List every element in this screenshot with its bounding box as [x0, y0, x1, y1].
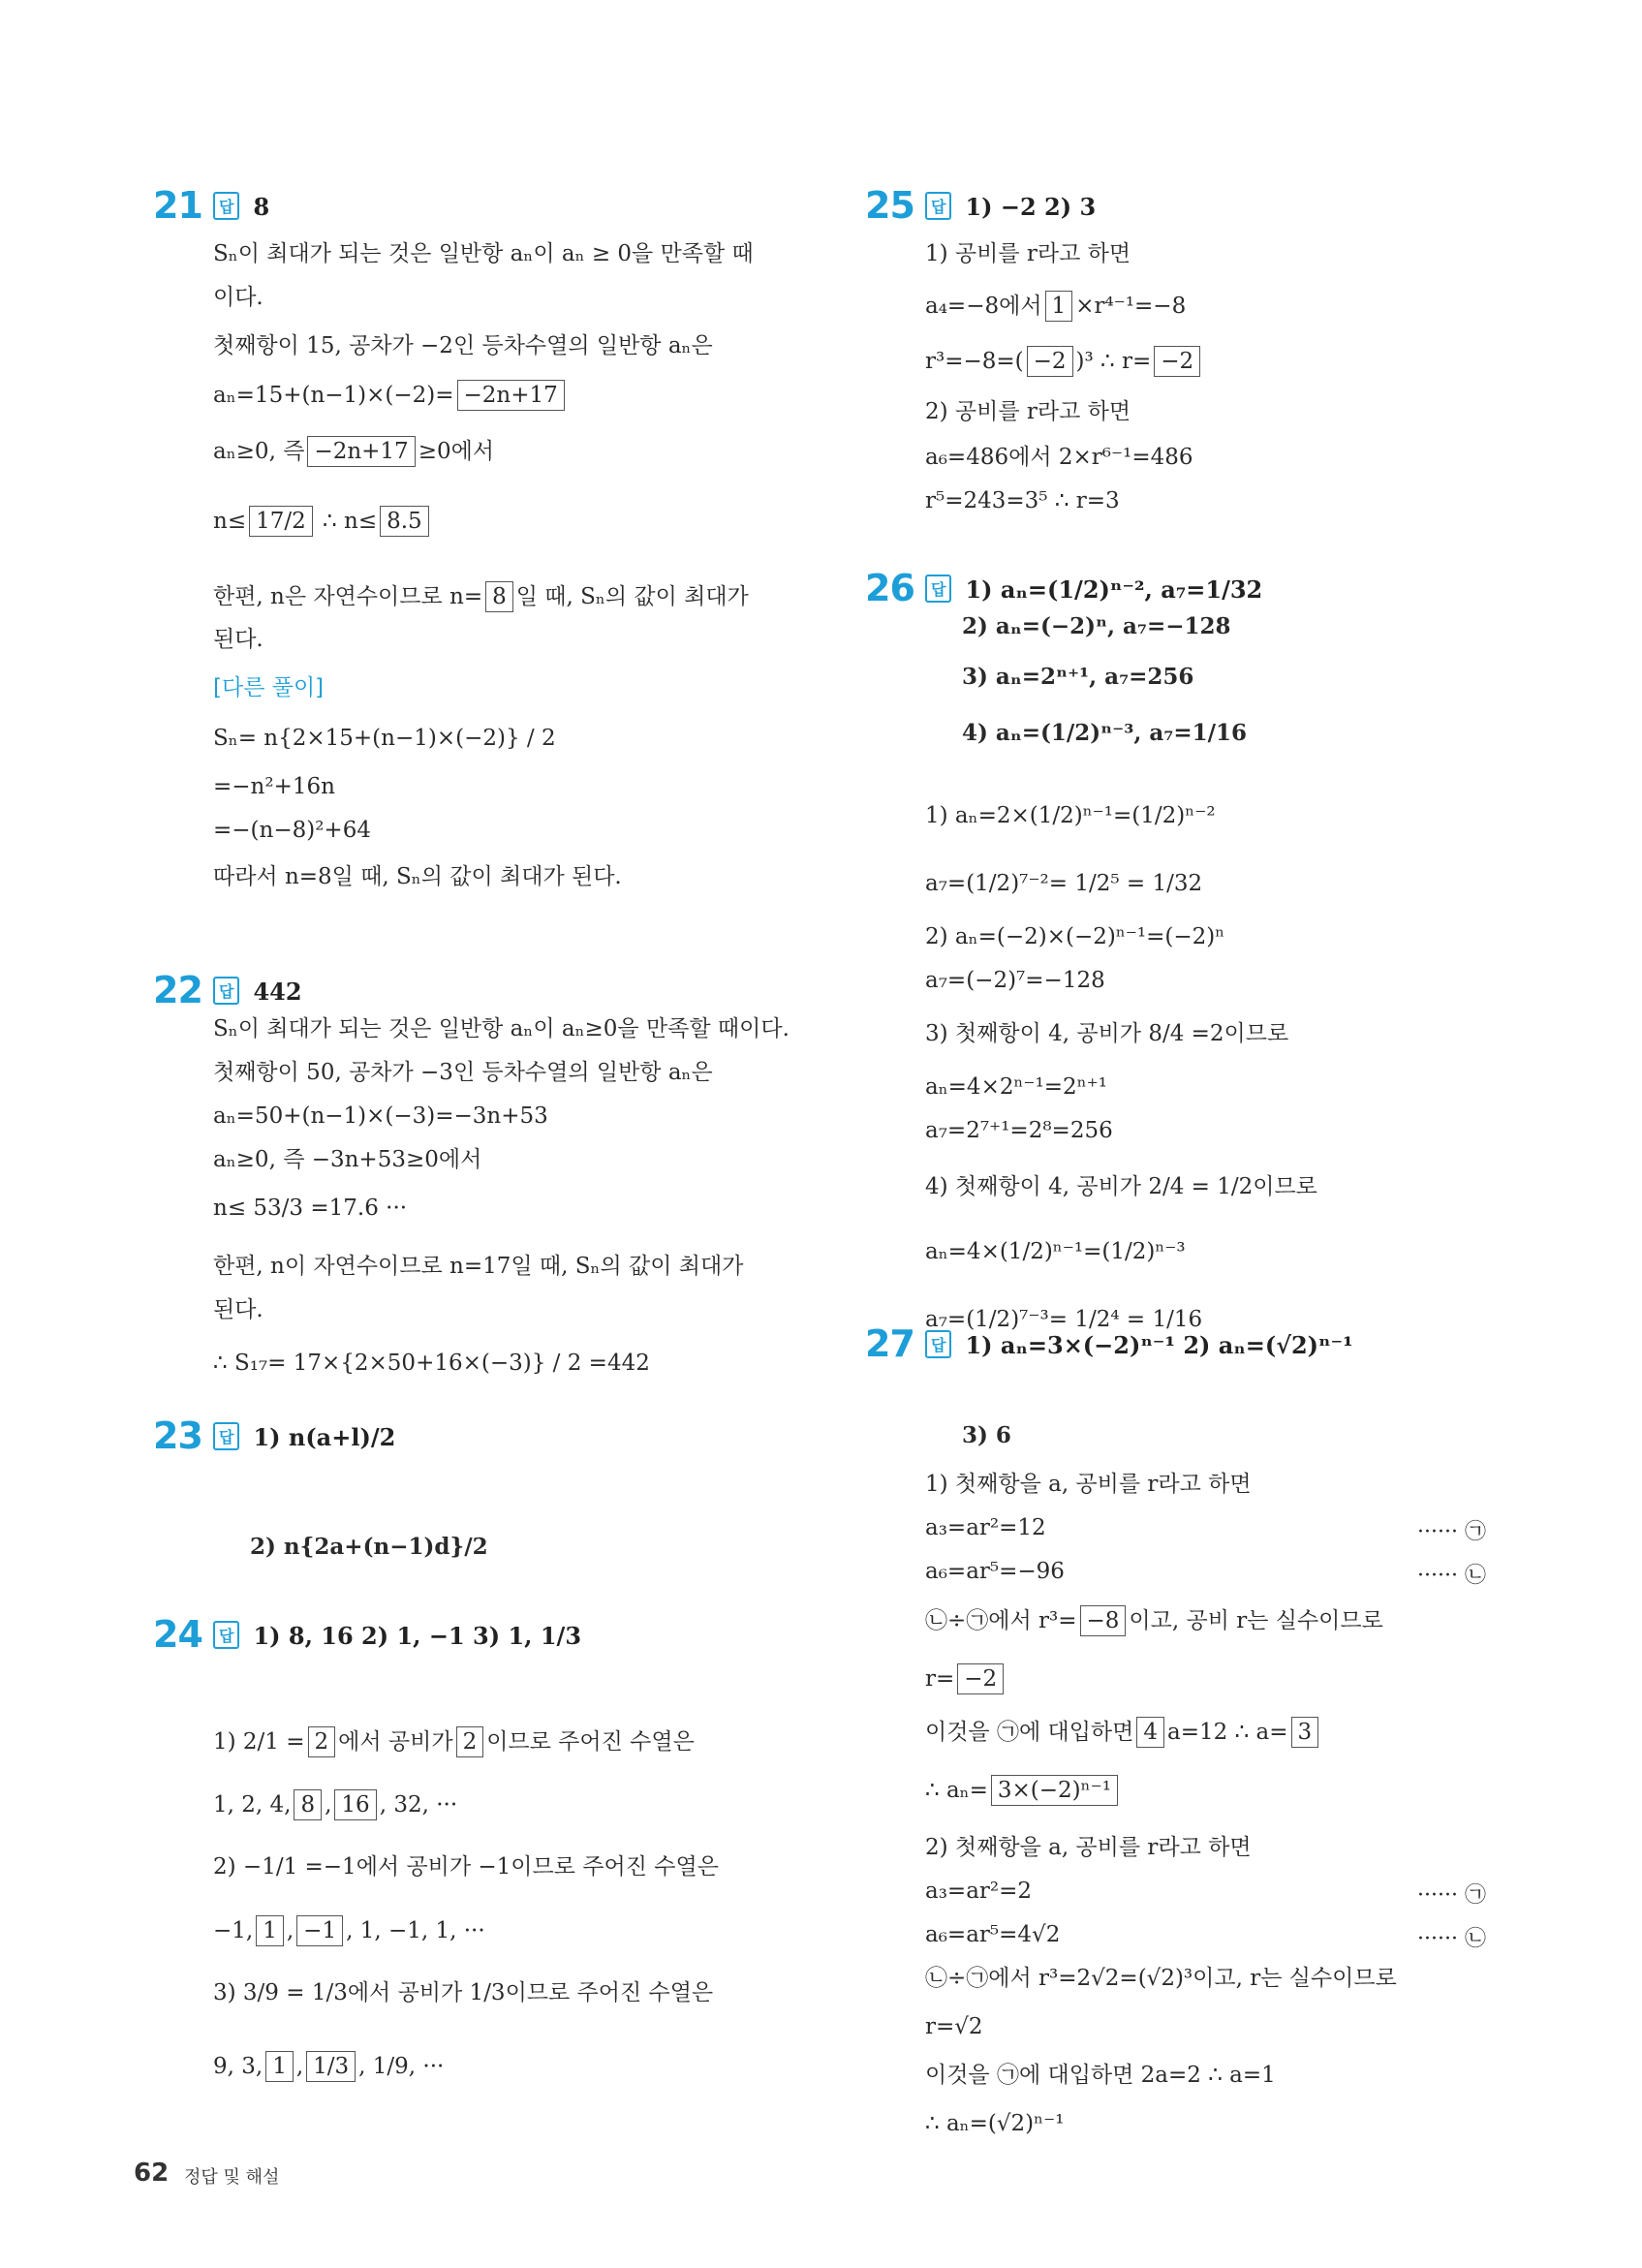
solution-line: [213, 331, 713, 360]
answer-line: [213, 1621, 581, 1650]
solution-line: [962, 663, 1193, 692]
line-text: r³=−8=(: [925, 349, 1024, 374]
solution-line: [213, 506, 432, 537]
line-text: r=: [925, 1666, 955, 1692]
line-text: 1, 2, 4,: [213, 1792, 292, 1818]
line-text: 2) −1/1 =−1에서 공비가 −1이므로 주어진 수열은: [213, 1854, 719, 1880]
solution-line: [213, 1102, 548, 1131]
line-text: r⁵=243=3⁵ ∴ r=3: [925, 488, 1120, 513]
line-text: a₄=−8에서: [925, 294, 1042, 319]
line-text: 2) 첫째항을 a, 공비를 r라고 하면: [925, 1835, 1252, 1860]
solution-line: [925, 2012, 983, 2041]
line-text: n≤: [213, 509, 247, 534]
answer-box: 3×(−2)ⁿ⁻¹: [991, 1775, 1118, 1806]
line-text: [다른 풀이]: [213, 675, 325, 700]
line-text: 한편, n은 자연수이므로 n=: [213, 584, 483, 609]
answer-box: 3: [1291, 1717, 1319, 1748]
solution-line: [925, 2109, 1064, 2138]
solution-line: [213, 1145, 481, 1174]
answer-box: 1: [256, 1915, 284, 1946]
solution-line: [213, 1852, 719, 1881]
solution-line: [925, 486, 1120, 515]
line-text: 한편, n이 자연수이므로 n=17일 때, Sₙ의 값이 최대가: [213, 1254, 744, 1279]
solution-line: [925, 1775, 1121, 1806]
line-text: Sₙ= n{2×15+(n−1)×(−2)} / 2: [213, 726, 556, 751]
solution-line: [962, 612, 1231, 641]
answer-box: −1: [296, 1915, 343, 1946]
solution-line: [925, 966, 1105, 995]
solution-line: [213, 1194, 407, 1223]
answer-box: −2: [1027, 346, 1073, 377]
line-text: 1) aₙ=2×(1/2)ⁿ⁻¹=(1/2)ⁿ⁻²: [925, 803, 1216, 828]
answer-box: 16: [334, 1789, 376, 1820]
solution-line: [213, 1058, 713, 1087]
solution-line: [925, 1072, 1107, 1102]
line-text: ,: [325, 1792, 332, 1818]
answer-box: −2: [1154, 346, 1200, 377]
equation-marker: ······ ㉠: [1417, 1883, 1486, 1908]
line-text: 2) 공비를 r라고 하면: [925, 399, 1131, 424]
answer-box: 1: [1045, 291, 1073, 322]
line-text: 이고, 공비 r는 실수이므로: [1129, 1608, 1383, 1633]
answer-box: 8: [294, 1789, 322, 1820]
answer-box: 1/3: [306, 2051, 356, 2082]
line-text: ×r⁴⁻¹=−8: [1075, 294, 1187, 319]
solution-line: [925, 1557, 1065, 1586]
solution-line: [213, 1014, 790, 1043]
solution-line: [213, 581, 749, 612]
solution-line: [213, 625, 263, 654]
solution-line: [213, 816, 371, 845]
line-text: aₙ≥0, 즉 −3n+53≥0에서: [213, 1147, 482, 1172]
line-text: 이므로 주어진 수열은: [486, 1729, 695, 1755]
answer-line: [213, 192, 269, 221]
solution-line: [213, 380, 568, 411]
line-text: 4) aₙ=(1/2)ⁿ⁻³, a₇=1/16: [962, 720, 1248, 746]
line-text: a₃=ar²=2: [925, 1879, 1033, 1904]
page-number: 62: [134, 2159, 170, 2188]
solution-line: [213, 239, 754, 268]
line-text: 2) aₙ=(−2)ⁿ, a₇=−128: [962, 613, 1231, 639]
answer-tag: 답: [213, 977, 239, 1005]
answer-box: −2n+17: [307, 436, 415, 467]
solution-line: [925, 239, 1131, 268]
solution-line: [213, 673, 324, 702]
line-text: −1,: [213, 1918, 254, 1943]
solution-line: [925, 1237, 1186, 1266]
answer-value: 8: [253, 193, 270, 221]
line-text: aₙ=15+(n−1)×(−2)=: [213, 383, 454, 408]
solution-line: [925, 397, 1131, 426]
line-text: ∴ S₁₇= 17×{2×50+16×(−3)} / 2 =442: [213, 1351, 650, 1376]
answer-tag: 답: [925, 575, 951, 603]
solution-line: [213, 2051, 444, 2082]
solution-line: [213, 1726, 695, 1757]
answer-box: −8: [1080, 1605, 1127, 1636]
problem-number: 27: [865, 1322, 914, 1365]
line-text: a₆=ar⁵=4√2: [925, 1922, 1061, 1947]
line-text: Sₙ이 최대가 되는 것은 일반항 aₙ이 aₙ ≥ 0을 만족할 때: [213, 241, 754, 266]
line-text: 첫째항이 50, 공차가 −3인 등차수열의 일반항 aₙ은: [213, 1060, 713, 1085]
line-text: ㉡÷㉠에서 r³=2√2=(√2)³이고, r는 실수이므로: [925, 1966, 1397, 1991]
line-text: , 1, −1, 1, ···: [346, 1918, 485, 1943]
problem-number: 26: [865, 567, 914, 609]
answer-box: 8: [485, 581, 513, 612]
solution-line: [213, 862, 622, 891]
problem-number: 23: [153, 1414, 202, 1457]
problem-number: 22: [153, 969, 202, 1011]
answer-line: [925, 1330, 1353, 1359]
line-text: a₆=ar⁵=−96: [925, 1559, 1065, 1584]
solution-line: [213, 1915, 485, 1946]
line-text: 첫째항이 15, 공차가 −2인 등차수열의 일반항 aₙ은: [213, 333, 713, 358]
equation-marker: ······ ㉡: [1417, 1927, 1486, 1951]
solution-line: [925, 1470, 1252, 1499]
solution-line: [213, 436, 494, 467]
solution-line: [925, 291, 1186, 322]
line-text: ㉡÷㉠에서 r³=: [925, 1608, 1077, 1633]
solution-line: [250, 1533, 488, 1562]
problem-number: 21: [153, 184, 202, 227]
solution-line: [925, 1019, 1288, 1048]
solution-line: [213, 283, 263, 312]
line-text: ≥0에서: [418, 439, 495, 464]
answer-tag: 답: [213, 1621, 239, 1649]
line-text: ∴ n≤: [315, 509, 378, 534]
line-text: a₇=(1/2)⁷⁻²= 1/2⁵ = 1/32: [925, 871, 1203, 896]
solution-line: [925, 1172, 1317, 1201]
line-text: aₙ=4×(1/2)ⁿ⁻¹=(1/2)ⁿ⁻³: [925, 1239, 1186, 1264]
line-text: Sₙ이 최대가 되는 것은 일반항 aₙ이 aₙ≥0을 만족할 때이다.: [213, 1016, 790, 1041]
solution-line: [962, 719, 1247, 748]
answer-tag: 답: [925, 192, 951, 220]
solution-line: [213, 724, 556, 753]
line-text: 3) 6: [962, 1422, 1011, 1448]
solution-line: [962, 1421, 1011, 1450]
answer-box: 1: [265, 2051, 294, 2082]
equation-marker: ······ ㉡: [1417, 1564, 1486, 1588]
line-text: ∴ aₙ=: [925, 1778, 988, 1803]
answer-line: [213, 1422, 395, 1451]
answer-value: 1) aₙ=(1/2)ⁿ⁻², a₇=1/32: [965, 575, 1263, 604]
answer-value: 1) 8, 16 2) 1, −1 3) 1, 1/3: [253, 1622, 582, 1650]
line-text: 된다.: [213, 627, 263, 652]
line-text: 3) 첫째항이 4, 공비가 8/4 =2이므로: [925, 1021, 1289, 1046]
line-text: 에서 공비가: [338, 1729, 453, 1755]
solution-line: [925, 1833, 1252, 1862]
line-text: 3) 3/9 = 1/3에서 공비가 1/3이므로 주어진 수열은: [213, 1980, 714, 2005]
answer-tag: 답: [213, 192, 239, 220]
answer-tag: 답: [925, 1330, 951, 1358]
solution-line: [213, 772, 335, 801]
solution-line: [213, 1789, 457, 1820]
line-text: a₇=(1/2)⁷⁻³= 1/2⁴ = 1/16: [925, 1307, 1203, 1332]
solution-line: [925, 1605, 1383, 1636]
answer-box: 4: [1136, 1717, 1164, 1748]
line-text: ∴ aₙ=(√2)ⁿ⁻¹: [925, 2111, 1065, 2136]
answer-value: 442: [253, 978, 302, 1006]
answer-line: [925, 192, 1096, 221]
answer-box: 17/2: [249, 506, 313, 537]
solution-line: [925, 1513, 1046, 1542]
line-text: r=√2: [925, 2014, 983, 2039]
line-text: 따라서 n=8일 때, Sₙ의 값이 최대가 된다.: [213, 864, 622, 889]
line-text: ,: [295, 2054, 304, 2079]
line-text: a₃=ar²=12: [925, 1515, 1046, 1540]
solution-line: [213, 1252, 743, 1281]
answer-tag: 답: [213, 1422, 239, 1450]
answer-box: 8.5: [380, 506, 429, 537]
line-text: 9, 3,: [213, 2054, 263, 2079]
line-text: =−(n−8)²+64: [213, 818, 371, 843]
line-text: )³ ∴ r=: [1075, 349, 1152, 374]
solution-line: [925, 2061, 1276, 2090]
solution-line: [925, 869, 1202, 898]
line-text: a=12 ∴ a=: [1167, 1720, 1288, 1745]
line-text: 이것을 ㉠에 대입하면: [925, 1720, 1134, 1745]
answer-box: 2: [308, 1726, 336, 1757]
line-text: a₆=486에서 2×r⁶⁻¹=486: [925, 445, 1193, 470]
answer-value: 1) −2 2) 3: [965, 193, 1097, 221]
line-text: 된다.: [213, 1297, 263, 1322]
line-text: 1) 첫째항을 a, 공비를 r라고 하면: [925, 1472, 1252, 1497]
line-text: aₙ=50+(n−1)×(−3)=−3n+53: [213, 1103, 548, 1129]
answer-box: −2: [957, 1663, 1004, 1694]
solution-line: [925, 922, 1224, 951]
solution-line: [925, 443, 1193, 472]
line-text: aₙ≥0, 즉: [213, 439, 305, 464]
line-text: 3) aₙ=2ⁿ⁺¹, a₇=256: [962, 664, 1194, 690]
answer-value: 1) n(a+l)/2: [253, 1423, 396, 1451]
problem-number: 25: [865, 184, 914, 227]
line-text: ,: [286, 1918, 294, 1943]
solution-line: [925, 1964, 1397, 1993]
solution-line: [213, 1978, 713, 2007]
line-text: 1) 2/1 =: [213, 1729, 305, 1755]
answer-value: 1) aₙ=3×(−2)ⁿ⁻¹ 2) aₙ=(√2)ⁿ⁻¹: [965, 1331, 1353, 1359]
line-text: aₙ=4×2ⁿ⁻¹=2ⁿ⁺¹: [925, 1074, 1107, 1100]
footer-title: 정답 및 해설: [184, 2167, 280, 2188]
problem-number: 24: [153, 1613, 202, 1656]
line-text: , 1/9, ···: [358, 2054, 445, 2079]
line-text: =−n²+16n: [213, 774, 335, 799]
line-text: , 32, ···: [379, 1792, 458, 1818]
solution-line: [925, 801, 1216, 830]
solution-line: [925, 1920, 1060, 1949]
line-text: 이것을 ㉠에 대입하면 2a=2 ∴ a=1: [925, 2063, 1276, 2088]
line-text: n≤ 53/3 =17.6 ···: [213, 1196, 408, 1221]
line-text: 이다.: [213, 285, 263, 310]
line-text: 2) aₙ=(−2)×(−2)ⁿ⁻¹=(−2)ⁿ: [925, 924, 1225, 949]
solution-line: [213, 1349, 650, 1378]
solution-line: [213, 1295, 263, 1324]
line-text: 일 때, Sₙ의 값이 최대가: [515, 584, 749, 609]
answer-box: −2n+17: [457, 380, 565, 411]
solution-line: [925, 1717, 1321, 1748]
answer-line: [213, 977, 302, 1006]
answer-box: 2: [456, 1726, 484, 1757]
solution-line: [925, 1663, 1007, 1694]
line-text: 1) 공비를 r라고 하면: [925, 241, 1131, 266]
solution-line: [925, 1877, 1032, 1906]
solution-line: [925, 1116, 1113, 1145]
solution-line: [925, 346, 1203, 377]
line-text: a₇=(−2)⁷=−128: [925, 968, 1105, 993]
answer-line: [925, 575, 1262, 604]
line-text: 2) n{2a+(n−1)d}/2: [250, 1534, 488, 1560]
line-text: 4) 첫째항이 4, 공비가 2/4 = 1/2이므로: [925, 1174, 1317, 1199]
line-text: a₇=2⁷⁺¹=2⁸=256: [925, 1118, 1113, 1143]
equation-marker: ······ ㉠: [1417, 1520, 1486, 1544]
